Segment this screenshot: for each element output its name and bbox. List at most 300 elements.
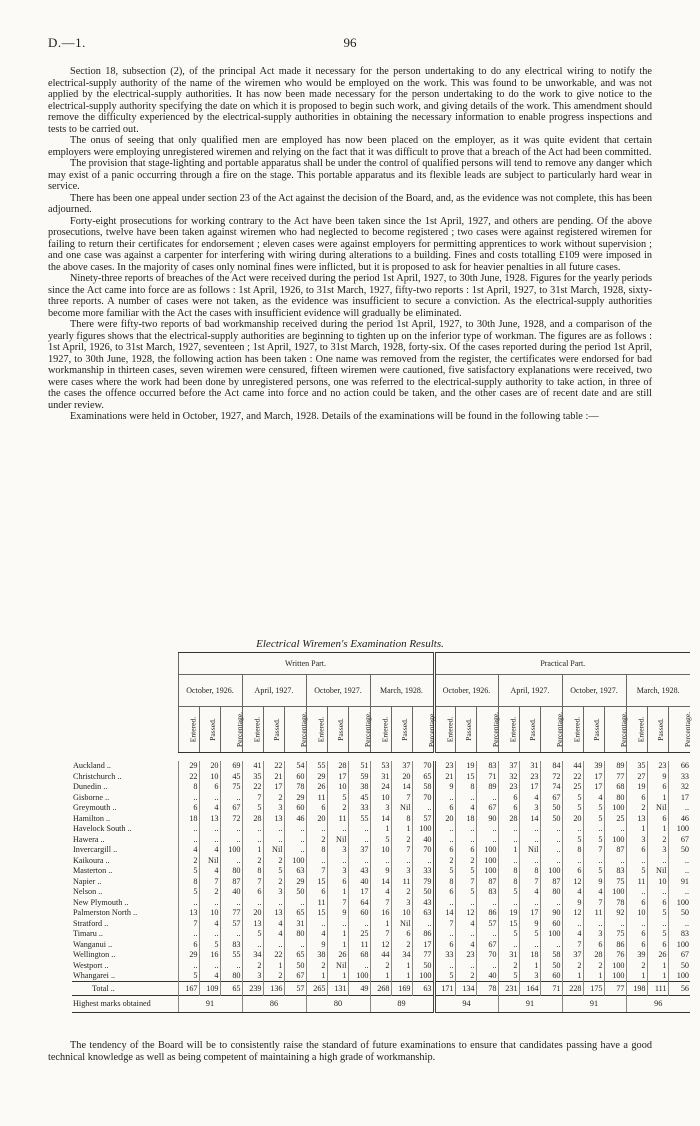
column-header-label: Passed. [655, 718, 665, 741]
period-header: October, 1926. [434, 675, 498, 707]
table-cell: 4 [562, 887, 583, 898]
table-cell: 91 [178, 995, 242, 1012]
table-cell: 7 [370, 897, 391, 908]
table-cell: 111 [647, 981, 668, 995]
table-cell: .. [178, 960, 199, 971]
table-cell: 37 [348, 845, 370, 856]
table-cell: 17 [519, 782, 540, 793]
table-row [72, 939, 690, 950]
table-cell: 11 [583, 908, 604, 919]
table-cell: 57 [412, 813, 434, 824]
page-number: 96 [343, 35, 357, 50]
table-cell: 1 [562, 971, 583, 982]
table-cell: Nil [391, 803, 412, 814]
paragraph: The tendency of the Board will be to consistently raise the standard of future examinations to ensure that candidates passing have a good technical knowledge as well as being competent of maintaining a high grade of workmanship. [48, 1040, 652, 1063]
column-header-label: Passed. [399, 718, 409, 741]
table-cell: 6 [199, 782, 220, 793]
table-cell: 75 [604, 876, 626, 887]
entered-column-header [306, 707, 327, 753]
table-cell: 4 [306, 929, 327, 940]
table-cell: 5 [647, 929, 668, 940]
table-cell: .. [220, 855, 242, 866]
passed-column-header [391, 707, 412, 753]
table-cell: .. [519, 855, 540, 866]
table-cell: 46 [668, 813, 690, 824]
column-header-label: Entered. [315, 716, 325, 743]
table-cell: 80 [284, 929, 306, 940]
table-cell: 13 [178, 908, 199, 919]
table-cell: 9 [327, 908, 348, 919]
table-cell: 10 [370, 792, 391, 803]
table-cell: 2 [263, 855, 284, 866]
table-cell: 1 [327, 887, 348, 898]
table-cell: .. [519, 834, 540, 845]
row-label: Havelock South .. [73, 824, 132, 834]
period-header: April, 1927. [498, 675, 562, 707]
table-row [72, 960, 690, 971]
table-cell: 17 [583, 782, 604, 793]
table-cell: 100 [412, 824, 434, 835]
table-cell: 23 [434, 761, 455, 772]
table-cell: .. [604, 918, 626, 929]
table-cell: 25 [604, 813, 626, 824]
table-cell: 32 [498, 771, 519, 782]
table-cell: 40 [220, 887, 242, 898]
table-cell: 13 [626, 813, 647, 824]
table-cell: 4 [199, 845, 220, 856]
table-cell: 6 [434, 803, 455, 814]
table-cell: 6 [626, 845, 647, 856]
table-cell: 7 [199, 876, 220, 887]
table-cell: 80 [540, 887, 562, 898]
table-cell: .. [562, 918, 583, 929]
table-cell: .. [434, 929, 455, 940]
table-cell: 17 [263, 782, 284, 793]
table-row [72, 761, 690, 772]
table-cell: 2 [178, 855, 199, 866]
table-cell: 2 [327, 803, 348, 814]
table-cell: 50 [668, 960, 690, 971]
table-cell: 11 [306, 897, 327, 908]
passed-column-header [583, 707, 604, 753]
table-cell: 77 [604, 981, 626, 995]
table-cell: 1 [626, 824, 647, 835]
table-cell: 4 [519, 792, 540, 803]
table-cell: .. [263, 834, 284, 845]
table-cell: 75 [220, 782, 242, 793]
row-label: Nelson .. [73, 887, 103, 897]
table-cell: .. [455, 960, 476, 971]
table-cell: .. [626, 918, 647, 929]
table-cell: 4 [583, 887, 604, 898]
table-cell: 4 [370, 887, 391, 898]
table-cell: 136 [263, 981, 284, 995]
row-label: Invercargill .. [73, 845, 118, 855]
table-cell: 13 [263, 908, 284, 919]
table-cell: 1 [583, 971, 604, 982]
table-cell: 17 [327, 771, 348, 782]
table-cell: 1 [391, 824, 412, 835]
table-cell: 3 [647, 845, 668, 856]
table-cell: 100 [668, 971, 690, 982]
table-cell: .. [199, 834, 220, 845]
table-cell: 3 [519, 803, 540, 814]
column-header-label: Percentage. [618, 711, 628, 748]
table-cell: 8 [242, 866, 263, 877]
paragraph: Section 18, subsection (2), of the principal Act made it necessary for the person undertaking to do any electrical wiring to notify the electrical-supply authority of the name of the wiremen who would be employed on the work. This was found to be unworkable, and was not applied by the electrical-supply authorities. It has now been made necessary for the person undertaking to do the work to give notice to the electrical-supply authority specifying the date on which it is proposed to begin such work, and giving details of the work. This amendment should remove the difficulty experienced by the electrical-supply authorities in obtaining the necessary information to enable progress inspections and tests to be carried out. [48, 66, 652, 135]
table-cell: 33 [348, 803, 370, 814]
table-cell: .. [199, 792, 220, 803]
table-cell: 18 [178, 813, 199, 824]
closing-paragraph [48, 1040, 652, 1064]
percentage-column-header [412, 707, 434, 753]
table-cell: 6 [647, 782, 668, 793]
table-cell: 8 [455, 782, 476, 793]
table-cell: 6 [498, 803, 519, 814]
period-header: March, 1928. [370, 675, 434, 707]
table-title: Electrical Wiremen's Examination Results. [256, 638, 444, 650]
table-cell: 8 [519, 866, 540, 877]
table-cell: .. [220, 792, 242, 803]
table-cell: 18 [519, 950, 540, 961]
table-cell: .. [498, 939, 519, 950]
table-cell: 78 [604, 897, 626, 908]
table-cell: 9 [519, 918, 540, 929]
table-cell: .. [178, 792, 199, 803]
table-cell: 50 [540, 803, 562, 814]
table-cell: 9 [370, 866, 391, 877]
table-cell: 4 [455, 803, 476, 814]
table-cell: 34 [391, 950, 412, 961]
table-cell: 23 [455, 950, 476, 961]
table-cell: 5 [242, 803, 263, 814]
column-header-label: Passed. [207, 718, 217, 741]
table-cell: .. [455, 834, 476, 845]
column-header-label: Entered. [635, 716, 645, 743]
table-cell: .. [434, 897, 455, 908]
table-cell: 10 [327, 782, 348, 793]
table-cell: 40 [476, 971, 498, 982]
table-cell: 109 [199, 981, 220, 995]
table-cell: 164 [519, 981, 540, 995]
table-cell: .. [220, 824, 242, 835]
table-cell: .. [540, 824, 562, 835]
row-label: Christchurch .. [73, 771, 122, 781]
table-cell: 40 [412, 834, 434, 845]
table-cell: 7 [391, 845, 412, 856]
table-cell: 37 [498, 761, 519, 772]
table-cell: 57 [220, 918, 242, 929]
table-cell: 39 [626, 950, 647, 961]
table-cell: 5 [263, 866, 284, 877]
table-cell: 67 [284, 971, 306, 982]
table-cell: 17 [519, 908, 540, 919]
table-cell: 3 [626, 834, 647, 845]
table-cell: 28 [498, 813, 519, 824]
percentage-column-header [220, 707, 242, 753]
table-cell: 50 [668, 908, 690, 919]
table-cell: .. [263, 939, 284, 950]
table-cell: 50 [284, 887, 306, 898]
table-cell: 7 [327, 897, 348, 908]
table-cell: 175 [583, 981, 604, 995]
paragraph: Ninety-three reports of breaches of the Act were received during the period 1st April, 1927, to 30th June, 1928. Figures for the yearly periods since the Act came into force are as follows : 1st April, 1926, to 31st March, 1927, fifty-two reports : 1st April, 1927, to 31st March, 1928, sixty-three reports. A number of cases were not taken, as the evidence was insufficient to secure a conviction. As the electrical-supply authorities become more familiar with the Act the cases with insufficient evidence will gradually be eliminated. [48, 273, 652, 319]
table-cell: 2 [306, 960, 327, 971]
table-cell: 31 [284, 918, 306, 929]
table-cell: 1 [370, 824, 391, 835]
table-cell: 6 [626, 939, 647, 950]
table-cell: 87 [220, 876, 242, 887]
table-cell: 5 [434, 866, 455, 877]
table-cell: 71 [476, 771, 498, 782]
table-cell: .. [306, 918, 327, 929]
table-cell: .. [626, 887, 647, 898]
table-cell: 1 [647, 960, 668, 971]
table-cell: .. [306, 824, 327, 835]
table-row [72, 876, 690, 887]
table-cell: 25 [562, 782, 583, 793]
table-cell: 19 [498, 908, 519, 919]
table-cell: 46 [284, 813, 306, 824]
table-cell: .. [284, 939, 306, 950]
row-label: Gisborne .. [73, 792, 110, 802]
table-cell: 1 [370, 971, 391, 982]
table-cell: .. [178, 834, 199, 845]
table-cell: 6 [327, 876, 348, 887]
table-cell: 43 [412, 897, 434, 908]
table-cell: 2 [391, 887, 412, 898]
table-cell: 5 [583, 813, 604, 824]
table-cell: 19 [626, 782, 647, 793]
table-cell: 20 [434, 813, 455, 824]
table-cell: 83 [604, 866, 626, 877]
table-cell: 20 [242, 908, 263, 919]
passed-column-header [519, 707, 540, 753]
table-cell: 5 [498, 929, 519, 940]
table-cell: .. [327, 824, 348, 835]
table-cell: 1 [626, 971, 647, 982]
table-cell: .. [519, 897, 540, 908]
table-cell: 26 [306, 782, 327, 793]
table-cell: 8 [306, 845, 327, 856]
table-cell: .. [284, 845, 306, 856]
table-cell: 43 [348, 866, 370, 877]
table-cell: 7 [391, 792, 412, 803]
practical-part-header: Practical Part. [434, 653, 690, 675]
table-cell: 2 [391, 834, 412, 845]
table-cell: 32 [668, 782, 690, 793]
table-cell: 26 [647, 950, 668, 961]
table-cell: .. [476, 834, 498, 845]
row-label: Highest marks obtained [72, 995, 178, 1012]
table-cell: 78 [284, 782, 306, 793]
table-cell: .. [604, 855, 626, 866]
table-cell: 65 [284, 950, 306, 961]
table-cell: 4 [178, 845, 199, 856]
table-cell: 31 [519, 761, 540, 772]
table-cell: 7 [370, 929, 391, 940]
table-cell: 1 [647, 824, 668, 835]
table-cell: 100 [668, 897, 690, 908]
table-cell: 6 [498, 792, 519, 803]
table-cell: 7 [242, 876, 263, 887]
table-cell: 7 [242, 792, 263, 803]
table-cell: 1 [306, 971, 327, 982]
table-cell: .. [242, 824, 263, 835]
table-cell: 9 [562, 897, 583, 908]
table-cell: 6 [178, 939, 199, 950]
table-cell: .. [391, 855, 412, 866]
column-header-label: Entered. [251, 716, 261, 743]
table-cell: 5 [455, 866, 476, 877]
table-cell: 65 [284, 908, 306, 919]
table-cell: 8 [178, 876, 199, 887]
results-table-container [72, 652, 692, 1022]
table-cell: 7 [455, 876, 476, 887]
table-cell: 12 [562, 908, 583, 919]
entered-column-header [434, 707, 455, 753]
table-cell: 50 [412, 960, 434, 971]
table-cell: 4 [199, 803, 220, 814]
table-cell: Nil [647, 866, 668, 877]
table-cell: 11 [391, 876, 412, 887]
table-cell: 4 [263, 929, 284, 940]
table-cell: 87 [604, 845, 626, 856]
table-corner [72, 653, 178, 753]
table-cell: 17 [583, 771, 604, 782]
column-header-label: Percentage. [682, 711, 692, 748]
table-cell: 6 [306, 887, 327, 898]
total-row [72, 981, 690, 995]
table-cell: 9 [647, 771, 668, 782]
table-cell: 100 [348, 971, 370, 982]
table-cell: 33 [668, 771, 690, 782]
period-header: October, 1927. [306, 675, 370, 707]
table-cell: 45 [348, 792, 370, 803]
row-label: Hawera .. [73, 834, 105, 844]
table-cell: 4 [199, 918, 220, 929]
table-cell: .. [242, 834, 263, 845]
passed-column-header [327, 707, 348, 753]
column-header-label: Entered. [187, 716, 197, 743]
table-cell: 6 [626, 792, 647, 803]
table-cell: 1 [647, 971, 668, 982]
paragraph: There were fifty-two reports of bad workmanship received during the period 1st April, 1927, to 30th June, 1928, and a comparison of the yearly figures shows that the electrical-supply authorities are beginning to tighten up on the inferior type of workman. The figures are as follows : 1st April, 1926, to 31st March, 1927, seventeen ; 1st April, 1927, to 31st March, 1928, forty-six. Of the cases reported during the period 1st April, 1927, to 30th June, 1928, the following action has been taken : One name was removed from the register, the certificates were endorsed for bad workmanship in thirteen cases, seven wiremen were censured, fifteen wiremen were cautioned, five satisfactory explanations were received, two were cases where the work had been done by unregistered persons, one was referred to the electrical-supply authority to take action, in three of the cases the offence occurred before the Act came into force and no action could be taken, and the other cases are of recent date and are still under review. [48, 319, 652, 411]
table-cell: 44 [370, 950, 391, 961]
table-cell: 3 [327, 845, 348, 856]
table-cell: 80 [306, 995, 370, 1012]
table-cell: .. [583, 918, 604, 929]
table-cell: 5 [327, 792, 348, 803]
table-cell: 4 [455, 918, 476, 929]
table-cell: 2 [626, 803, 647, 814]
table-cell: 1 [391, 971, 412, 982]
table-cell: .. [455, 824, 476, 835]
table-cell: 100 [476, 855, 498, 866]
table-cell: 63 [284, 866, 306, 877]
document-reference: D.—1. [48, 35, 86, 50]
table-cell: 18 [455, 813, 476, 824]
table-cell: 6 [455, 845, 476, 856]
column-header-label: Percentage. [298, 711, 308, 748]
table-cell: 53 [370, 761, 391, 772]
table-cell: 94 [434, 995, 498, 1012]
paragraph: The onus of seeing that only qualified men are employed has now been placed on the employer, as it was quite evident that certain employers were employing unregistered wiremen and relying on the fact that it was difficult to prove that a breach of the Act had been committed. [48, 135, 652, 158]
table-cell: .. [412, 855, 434, 866]
table-cell: 100 [604, 834, 626, 845]
table-row [72, 897, 690, 908]
table-spacer [72, 753, 690, 761]
table-cell: .. [476, 929, 498, 940]
table-cell: 268 [370, 981, 391, 995]
table-cell: 1 [263, 960, 284, 971]
table-cell: 8 [498, 866, 519, 877]
table-cell: 44 [562, 761, 583, 772]
column-header-label: Percentage. [490, 711, 500, 748]
table-cell: 45 [220, 771, 242, 782]
table-cell: 79 [412, 876, 434, 887]
table-cell: 74 [540, 782, 562, 793]
table-cell: 83 [476, 761, 498, 772]
percentage-column-header [348, 707, 370, 753]
table-cell: .. [455, 792, 476, 803]
table-cell: 1 [327, 971, 348, 982]
table-cell: 68 [348, 950, 370, 961]
table-cell: 1 [370, 918, 391, 929]
table-cell: 4 [263, 918, 284, 929]
table-cell: 80 [220, 971, 242, 982]
table-cell: 7 [434, 918, 455, 929]
table-cell: 6 [434, 887, 455, 898]
table-cell: .. [668, 887, 690, 898]
table-cell: 12 [562, 876, 583, 887]
table-cell: 67 [668, 834, 690, 845]
table-cell: 5 [647, 908, 668, 919]
table-cell: 100 [412, 971, 434, 982]
table-row [72, 887, 690, 898]
table-cell: 92 [604, 908, 626, 919]
table-cell: 100 [540, 929, 562, 940]
examination-results-table [72, 652, 690, 1013]
table-cell: .. [348, 855, 370, 866]
period-header: October, 1927. [562, 675, 626, 707]
table-cell: 8 [434, 876, 455, 887]
table-cell: 50 [668, 845, 690, 856]
table-row [72, 845, 690, 856]
table-cell: 131 [327, 981, 348, 995]
table-cell: 75 [604, 929, 626, 940]
table-cell: .. [199, 960, 220, 971]
table-cell: 17 [412, 939, 434, 950]
table-cell: 78 [476, 981, 498, 995]
table-cell: 100 [220, 845, 242, 856]
table-cell: 13 [242, 918, 263, 929]
table-cell: .. [476, 792, 498, 803]
table-cell: 7 [583, 845, 604, 856]
table-cell: 15 [498, 918, 519, 929]
table-cell: 23 [647, 761, 668, 772]
table-cell: .. [455, 897, 476, 908]
table-cell: 2 [562, 960, 583, 971]
entered-column-header [242, 707, 263, 753]
table-cell: Nil [391, 918, 412, 929]
column-header-label: Percentage. [362, 711, 372, 748]
table-cell: 31 [370, 771, 391, 782]
percentage-column-header [284, 707, 306, 753]
table-cell: 1 [327, 939, 348, 950]
table-cell: .. [498, 834, 519, 845]
table-cell: 87 [540, 876, 562, 887]
